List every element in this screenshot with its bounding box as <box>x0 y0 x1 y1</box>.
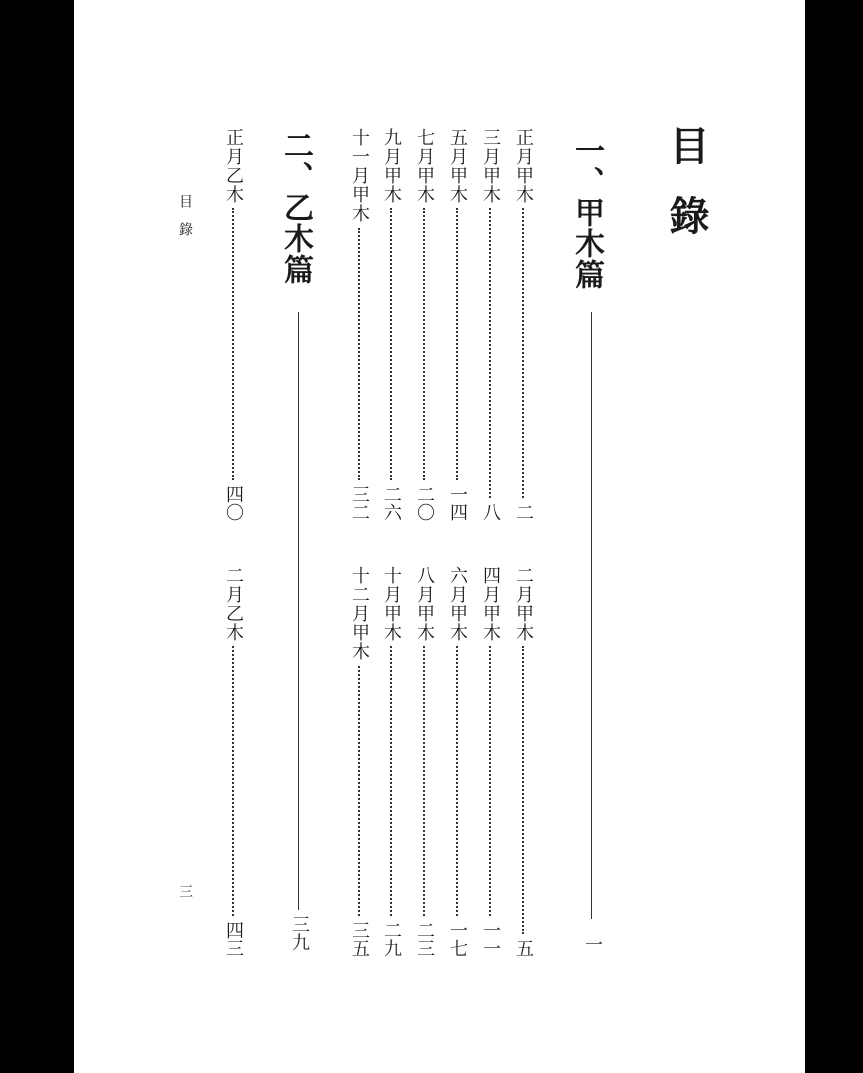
toc-entry-title: 正月乙木 <box>223 128 244 204</box>
toc-leader-dots <box>489 208 491 498</box>
toc-entry-page: 一七 <box>447 921 468 957</box>
toc-leader-dots <box>232 646 234 916</box>
toc-leader-dots <box>522 208 524 498</box>
toc-entry-page: 三五 <box>349 921 370 957</box>
toc-leader-dots <box>232 208 234 480</box>
running-head: 目錄 <box>177 194 193 250</box>
toc-entry-title: 二月甲木 <box>513 566 534 642</box>
book-page <box>74 0 805 1073</box>
toc-entry-title: 六月甲木 <box>447 566 468 642</box>
toc-entry-title: 正月甲木 <box>513 128 534 204</box>
toc-leader-dots <box>456 646 458 916</box>
section-page-yimu: 三九 <box>289 915 310 951</box>
toc-entry-title: 四月甲木 <box>480 566 501 642</box>
toc-leader-dots <box>390 646 392 916</box>
toc-leader-dots <box>358 666 360 916</box>
toc-entry-title: 十一月甲木 <box>349 128 370 223</box>
toc-entry-page: 二九 <box>381 921 402 957</box>
toc-leader-dots <box>456 208 458 480</box>
page-title: 目錄 <box>663 125 710 265</box>
toc-entry-title: 五月甲木 <box>447 128 468 204</box>
section-page-jiamu: 一 <box>582 935 603 953</box>
toc-leader-dots <box>423 646 425 916</box>
toc-leader-dots <box>390 208 392 480</box>
section-leader-line-yimu <box>298 312 299 910</box>
toc-entry-page: 一一 <box>480 921 501 957</box>
section-heading-yimu: 二、乙木篇 <box>278 130 313 285</box>
toc-entry-title: 九月甲木 <box>381 128 402 204</box>
page-number: 三 <box>177 884 193 898</box>
toc-entry-title: 八月甲木 <box>414 566 435 642</box>
toc-leader-dots <box>522 646 524 934</box>
section-leader-line-jiamu <box>591 312 592 919</box>
toc-entry-page: 五 <box>513 939 534 957</box>
toc-entry-page: 八 <box>480 503 501 521</box>
toc-entry-title: 十月甲木 <box>381 566 402 642</box>
toc-entry-page: 四〇 <box>223 485 244 521</box>
toc-leader-dots <box>358 228 360 480</box>
toc-entry-title: 十二月甲木 <box>349 566 370 661</box>
toc-leader-dots <box>423 208 425 480</box>
section-heading-jiamu: 一、甲木篇 <box>569 135 604 290</box>
toc-entry-page: 二 <box>513 503 534 521</box>
toc-entry-page: 四三 <box>223 921 244 957</box>
toc-entry-page: 二三 <box>414 921 435 957</box>
toc-entry-page: 二六 <box>381 485 402 521</box>
toc-entry-title: 三月甲木 <box>480 128 501 204</box>
toc-entry-title: 二月乙木 <box>223 566 244 642</box>
toc-entry-page: 二〇 <box>414 485 435 521</box>
toc-leader-dots <box>489 646 491 916</box>
toc-entry-page: 一四 <box>447 485 468 521</box>
toc-entry-title: 七月甲木 <box>414 128 435 204</box>
toc-entry-page: 三二 <box>349 485 370 521</box>
